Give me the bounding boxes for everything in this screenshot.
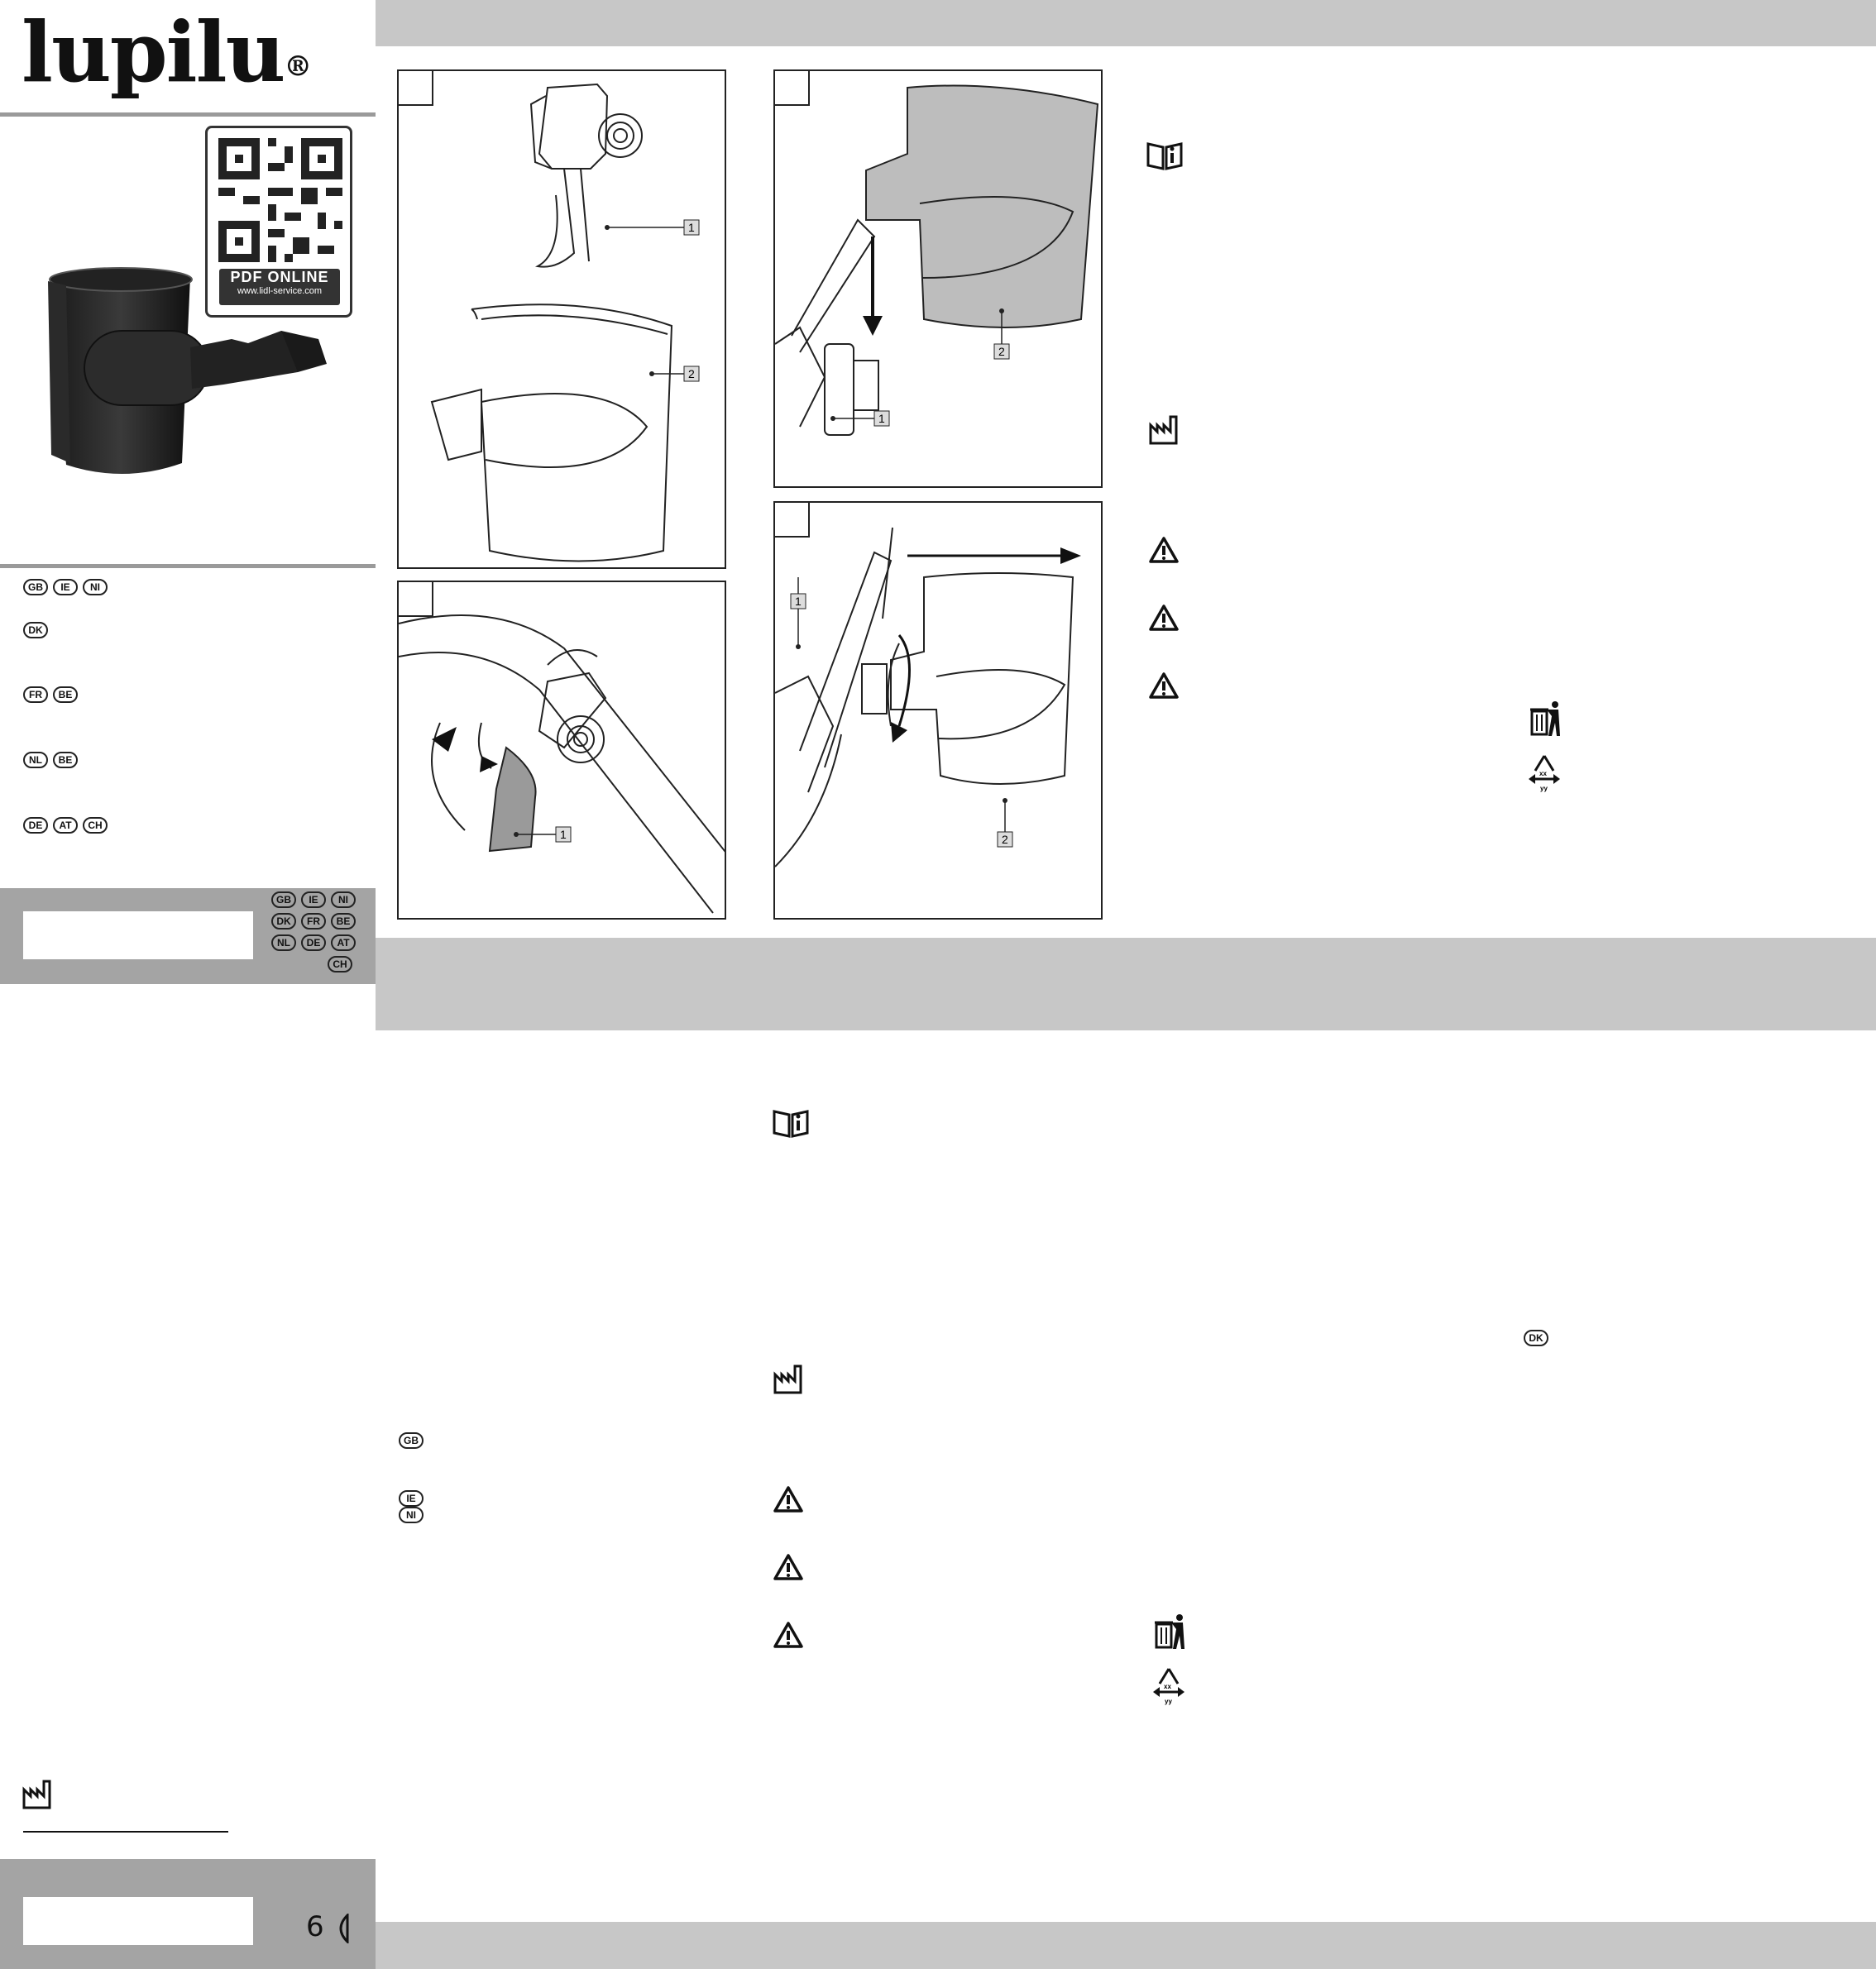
qr-code-badge[interactable] (205, 126, 352, 318)
warning-triangle-icon (1148, 604, 1180, 636)
logo-divider (0, 112, 376, 117)
flag-ni: NI (399, 1507, 424, 1523)
waste-bin-icon (1153, 1613, 1188, 1656)
manual-info-icon (773, 1106, 809, 1144)
flag-fr: FR (23, 686, 48, 703)
figure-1-parts (397, 69, 726, 569)
brand-logo (22, 3, 336, 103)
flag-gb: GB (23, 579, 48, 595)
flag-ch: CH (83, 817, 108, 834)
fold-mark-icon (333, 1914, 351, 1943)
manual-info-icon (1146, 139, 1183, 176)
flag-ie: IE (399, 1490, 424, 1507)
flag-be: BE (53, 686, 78, 703)
svg-text:xx: xx (1539, 770, 1547, 777)
recycle-icon (1150, 1666, 1188, 1709)
flag-fr: FR (301, 913, 326, 930)
article-number-box (23, 911, 253, 959)
warning-triangle-icon (773, 1553, 804, 1585)
address-underline (23, 1831, 228, 1833)
page-number-marker (306, 1910, 364, 1952)
photo-divider (0, 564, 376, 568)
flag-be: BE (331, 913, 356, 930)
warning-triangle-icon (773, 1485, 804, 1517)
figure-4-rotate (773, 501, 1103, 920)
callout-1: 1 (688, 221, 695, 234)
flag-dk: DK (271, 913, 296, 930)
factory-icon (22, 1778, 55, 1811)
registered-mark: ® (284, 50, 311, 84)
flag-ni: NI (83, 579, 108, 595)
lang-group-gb[interactable] (23, 579, 112, 597)
lang-group-de[interactable] (23, 817, 112, 835)
qr-code (218, 138, 342, 262)
flag-ie: IE (53, 579, 78, 595)
pdf-online-label (219, 269, 340, 305)
svg-text:xx: xx (1164, 1683, 1171, 1690)
bottom-band (376, 1922, 1876, 1969)
warning-triangle-icon (1148, 671, 1180, 704)
callout-2: 2 (688, 367, 695, 380)
flag-gb: GB (399, 1432, 424, 1449)
flag-ie: IE (301, 891, 326, 908)
warning-triangle-icon (1148, 536, 1180, 568)
lower-flag-gb (399, 1432, 428, 1449)
figure-2-attach (773, 69, 1103, 488)
pdf-online-url: www.lidl-service.com (237, 286, 323, 296)
flag-be: BE (53, 752, 78, 768)
flag-ch: CH (328, 956, 352, 973)
lang-group-fr[interactable] (23, 686, 83, 705)
callout-1: 1 (795, 595, 802, 608)
middle-band (376, 938, 1876, 1030)
flag-ni: NI (331, 891, 356, 908)
pdf-online-title: PDF ONLINE (230, 269, 329, 285)
callout-2: 2 (1002, 833, 1008, 846)
lower-flag-dk (1524, 1330, 1553, 1346)
flag-gb: GB (271, 891, 296, 908)
footer-white-box (23, 1897, 253, 1945)
lang-group-nl[interactable] (23, 752, 83, 770)
flag-de: DE (301, 934, 326, 951)
flag-dk: DK (23, 622, 48, 638)
lang-group-dk[interactable] (23, 622, 53, 640)
warning-triangle-icon (773, 1621, 804, 1653)
figure-3-strap (397, 581, 726, 920)
flag-dk: DK (1524, 1330, 1548, 1346)
flag-at: AT (331, 934, 356, 951)
callout-1: 1 (560, 828, 567, 841)
recycle-icon (1525, 753, 1563, 796)
factory-icon (773, 1363, 806, 1400)
flag-nl: NL (23, 752, 48, 768)
flag-at: AT (53, 817, 78, 834)
callout-2: 2 (998, 345, 1005, 358)
flag-nl: NL (271, 934, 296, 951)
svg-text:yy: yy (1165, 1698, 1172, 1705)
logo-text: lupilu (22, 3, 285, 101)
top-band (376, 0, 1876, 46)
page-number: 6 (306, 1910, 324, 1943)
flag-de: DE (23, 817, 48, 834)
svg-text:yy: yy (1540, 785, 1548, 792)
callout-1: 1 (878, 412, 885, 425)
factory-icon (1148, 413, 1181, 451)
waste-bin-icon (1529, 700, 1563, 743)
lower-flags-ie-ni (399, 1490, 432, 1523)
